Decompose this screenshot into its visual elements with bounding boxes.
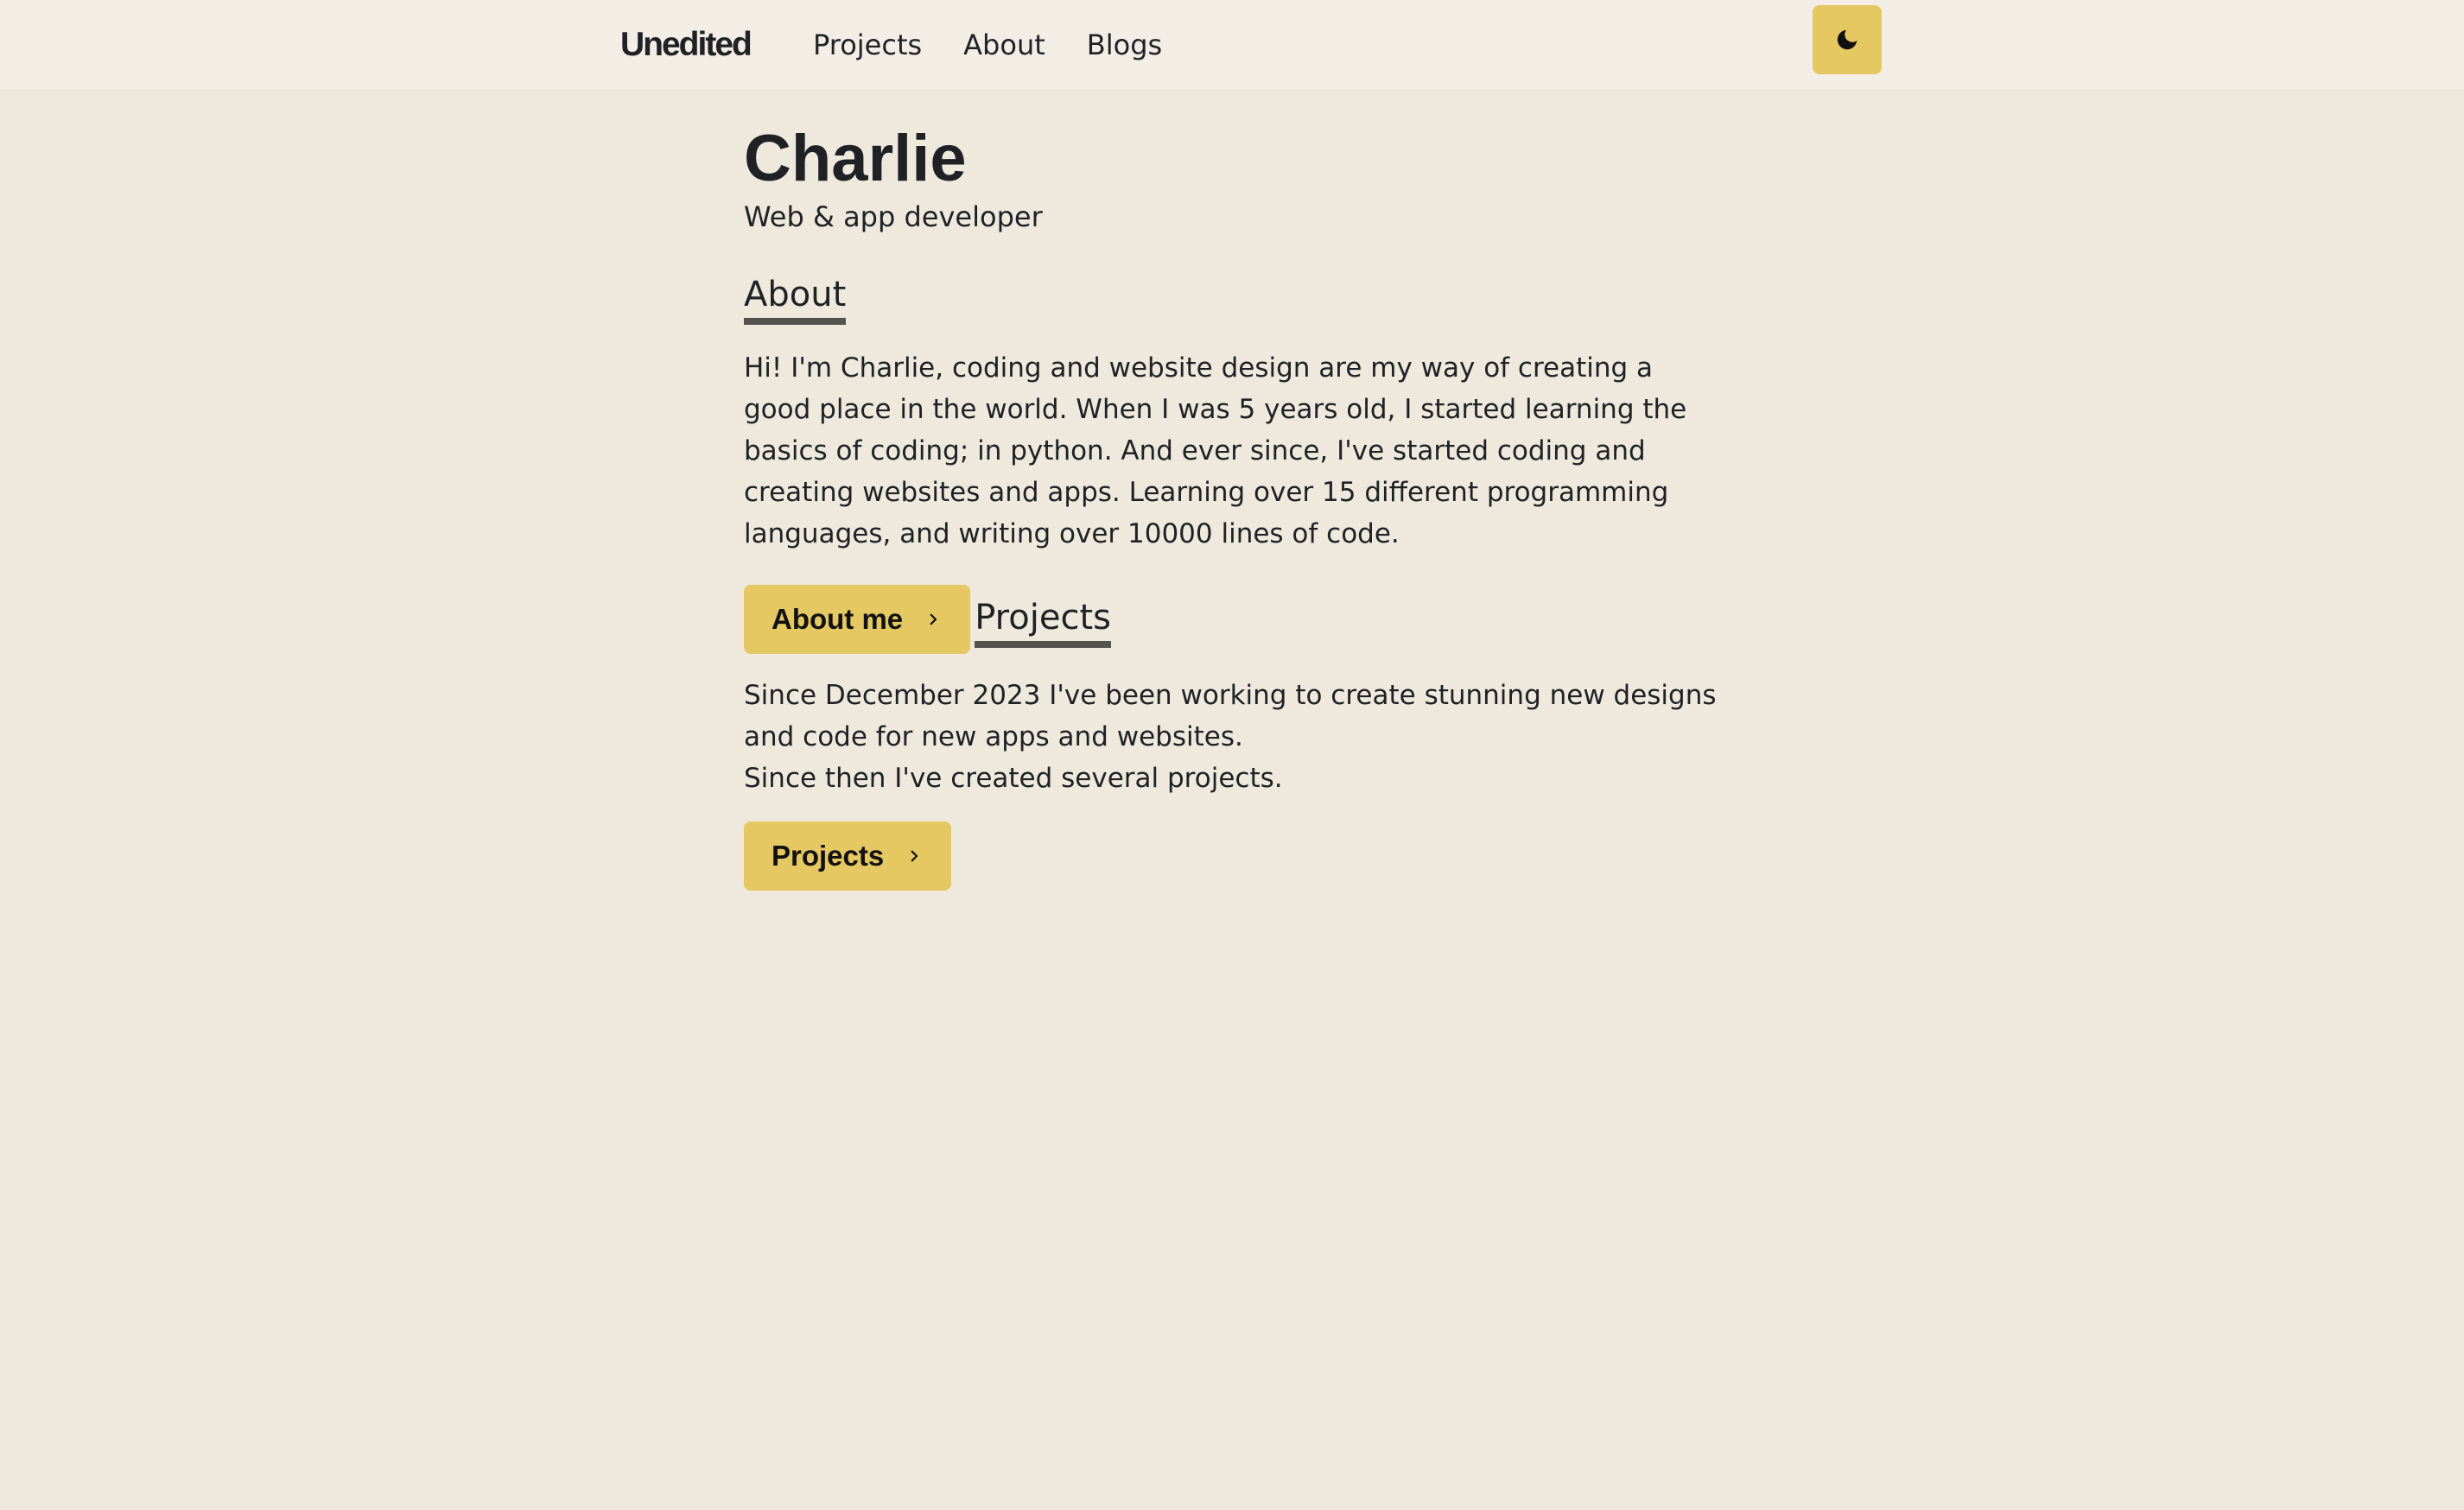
nav-link-projects[interactable]: Projects	[813, 29, 923, 61]
nav-link-about[interactable]: About	[963, 29, 1045, 61]
nav-links	[813, 19, 1203, 71]
about-text-line: Hi! I'm Charlie, coding and website design are my way of creating a	[744, 352, 1654, 384]
about-text-line: basics of coding; in python. And ever since, I've started coding and	[744, 435, 1646, 466]
nav-link-blogs[interactable]: Blogs	[1086, 29, 1163, 61]
projects-text-line: Since December 2023 I've been working to create stunning new designs	[744, 680, 1717, 711]
main-content	[744, 119, 1729, 891]
moon-icon	[1834, 27, 1860, 53]
projects-text	[744, 675, 1729, 799]
page-title: Charlie	[744, 122, 967, 195]
about-heading: About	[744, 273, 846, 325]
about-text-line: good place in the world. When I was 5 years old, I started learning the	[744, 394, 1687, 425]
projects-text-line: Since then I've created several projects.	[744, 763, 1283, 794]
chevron-right-icon	[925, 612, 941, 627]
about-me-button-label: About me	[772, 603, 904, 635]
chevron-right-icon	[906, 848, 922, 864]
projects-button-label: Projects	[772, 840, 885, 872]
about-text-line: languages, and writing over 10000 lines of code.	[744, 518, 1400, 549]
about-text	[744, 347, 1729, 555]
brand-logo[interactable]: Unedited	[620, 26, 751, 63]
projects-heading: Projects	[975, 596, 1111, 648]
theme-toggle-button[interactable]	[1813, 5, 1882, 74]
tagline: Web & app developer	[744, 200, 1043, 233]
projects-button[interactable]	[744, 822, 951, 891]
about-me-button[interactable]	[744, 585, 970, 654]
navbar	[0, 0, 2464, 91]
projects-text-line: and code for new apps and websites.	[744, 721, 1243, 752]
about-text-line: creating websites and apps. Learning over 15 different programming	[744, 477, 1669, 508]
